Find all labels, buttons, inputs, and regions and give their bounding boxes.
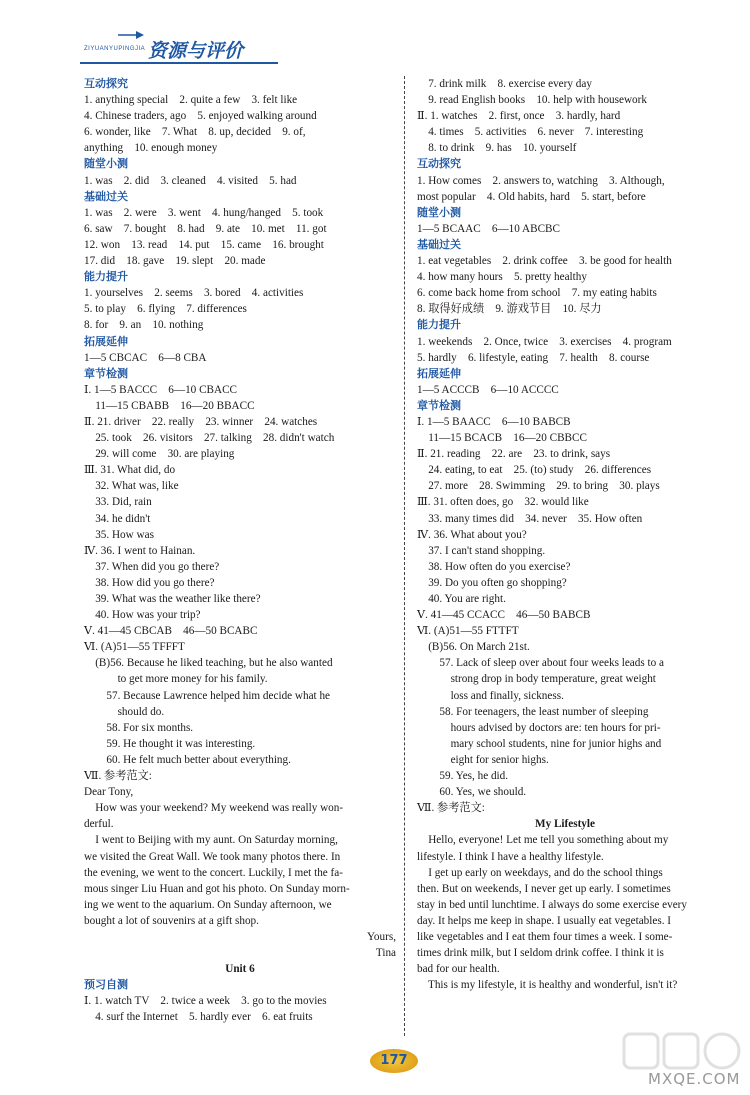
watermark-text: MXQE.COM (648, 1070, 741, 1088)
left-answer-line: 1. was 2. were 3. went 4. hung/hanged 5. took (84, 206, 324, 219)
left-answer-line: should do. (84, 705, 165, 718)
left-section-heading: 基础过关 (84, 189, 128, 203)
right-answer-line: Ⅱ. 1. watches 2. first, once 3. hardly, hard (417, 110, 621, 123)
left-answer-line: Dear Tony, (84, 786, 134, 799)
header-arrow-icon (118, 30, 144, 40)
right-answer-line: 5. hardly 6. lifestyle, eating 7. health 8. course (417, 351, 650, 364)
left-answer-line: 39. What was the weather like there? (84, 593, 261, 605)
page-number: 177 (380, 1053, 408, 1068)
left-answer-line: mous singer Liu Huan and got his photo. On Sunday morn- (84, 882, 350, 895)
left-answer-line: bought a lot of souvenirs at a gift shop. (84, 914, 259, 927)
right-answer-line: 4. how many hours 5. pretty healthy (417, 271, 587, 284)
left-answer-line: 6. wonder, like 7. What 8. up, decided 9. of, (84, 126, 306, 139)
left-answer-line: Ⅲ. 31. What did, do (84, 464, 176, 477)
right-section-heading: 章节检测 (417, 398, 461, 412)
left-answer-line: Ⅰ. 1—5 BACCC 6—10 CBACC (84, 383, 237, 396)
left-answer-line: 33. Did, rain (84, 496, 152, 509)
header-pinyin: ZIYUANYUPINGJIA (84, 46, 146, 52)
left-answer-line: Ⅶ. 参考范文: (84, 770, 152, 783)
left-title: Unit 6 (225, 963, 255, 976)
left-answer-line: anything 10. enough money (84, 142, 218, 155)
left-answer-line: we visited the Great Wall. We took many photos there. In (84, 850, 341, 863)
right-answer-line: 33. many times did 34. never 35. How often (417, 512, 643, 525)
right-answer-line: 24. eating, to eat 25. (to) study 26. differences (417, 464, 652, 477)
left-section-heading: 随堂小测 (84, 157, 128, 171)
left-answer-line: 17. did 18. gave 19. slept 20. made (84, 255, 266, 268)
left-answer-line: Ⅴ. 41—45 CBCAB 46—50 BCABC (84, 625, 258, 638)
left-signature-line: Yours, (366, 930, 396, 943)
right-answer-line: Ⅵ. (A)51—55 FTTFT (417, 625, 519, 638)
left-answer-line: 4. surf the Internet 5. hardly ever 6. eat fruits (84, 1011, 313, 1024)
header-title: 资源与评价 (148, 40, 244, 62)
right-answer-line: 40. You are right. (417, 593, 506, 605)
right-answer-line: 37. I can't stand shopping. (417, 544, 546, 557)
right-answer-line: stay in bed until lunchtime. I always do some exercise every (417, 898, 687, 911)
right-answer-line: 6. come back home from school 7. my eating habits (417, 287, 657, 300)
left-answer-line: 60. He felt much better about everything. (84, 753, 291, 766)
left-section-heading: 能力提升 (84, 270, 128, 284)
right-answer-line: 1—5 ACCCB 6—10 ACCCC (417, 383, 559, 396)
left-answer-line: to get more money for his family. (84, 673, 268, 686)
right-column (417, 76, 713, 993)
right-answer-line: 11—15 BCACB 16—20 CBBCC (417, 432, 587, 445)
left-answer-line: 1. anything special 2. quite a few 3. felt like (84, 94, 298, 107)
left-answer-line: 8. for 9. an 10. nothing (84, 319, 204, 332)
right-answer-line: Ⅴ. 41—45 CCACC 46—50 BABCB (417, 609, 591, 622)
left-answer-line: 35. How was (84, 528, 154, 541)
right-answer-line: 58. For teenagers, the least number of sleeping (417, 705, 649, 718)
left-section-heading: 拓展延伸 (84, 334, 128, 348)
left-answer-line: derful. (84, 818, 114, 831)
right-answer-line: like vegetables and I eat them four times a week. I some- (417, 930, 673, 943)
left-answer-line: Ⅳ. 36. I went to Hainan. (84, 544, 196, 557)
left-column (84, 76, 396, 1026)
right-answer-line: 7. drink milk 8. exercise every day (417, 78, 592, 90)
right-section-heading: 基础过关 (417, 237, 461, 251)
right-answer-line: 60. Yes, we should. (417, 786, 527, 799)
right-answer-line: 59. Yes, he did. (417, 770, 509, 783)
left-answer-line: 32. What was, like (84, 480, 179, 493)
right-answer-line: 4. times 5. activities 6. never 7. interesting (417, 126, 644, 139)
column-divider (404, 76, 405, 1036)
right-answer-line: mary school students, nine for junior highs and (417, 737, 662, 750)
left-answer-line: 1. was 2. did 3. cleaned 4. visited 5. had (84, 174, 297, 187)
left-answer-line: 59. He thought it was interesting. (84, 737, 256, 750)
left-answer-line: 40. How was your trip? (84, 609, 201, 622)
right-answer-line: 27. more 28. Swimming 29. to bring 30. plays (417, 480, 660, 493)
left-answer-line: 57. Because Lawrence helped him decide what he (84, 689, 331, 702)
left-answer-line: 6. saw 7. bought 8. had 9. ate 10. met 11. got (84, 222, 327, 235)
right-answer-line: 1. weekends 2. Once, twice 3. exercises 4. program (417, 335, 672, 348)
right-answer-line: Ⅱ. 21. reading 22. are 23. to drink, says (417, 448, 611, 461)
left-section-heading: 预习自测 (84, 978, 128, 992)
left-answer-line: 12. won 13. read 14. put 15. came 16. brought (84, 238, 324, 251)
right-answer-line: bad for our health. (417, 963, 500, 976)
left-answer-line: 37. When did you go there? (84, 560, 220, 573)
left-answer-line: the evening, we went to the concert. Luckily, I met the fa- (84, 866, 343, 879)
right-answer-line: loss and finally, sickness. (417, 689, 564, 702)
right-answer-line: lifestyle. I think I have a healthy lifestyle. (417, 850, 604, 863)
right-answer-line: Ⅳ. 36. What about you? (417, 528, 527, 541)
right-answer-line: 1. eat vegetables 2. drink coffee 3. be good for health (417, 255, 672, 268)
right-answer-line: day. It helps me keep in shape. I usually eat vegetables. I (417, 914, 672, 927)
right-section-heading: 随堂小测 (417, 205, 461, 219)
right-answer-line: times drink milk, but I seldom drink coffee. I think it is (417, 947, 664, 960)
right-answer-line: Ⅰ. 1—5 BAACC 6—10 BABCB (417, 415, 571, 428)
left-answer-line: Ⅰ. 1. watch TV 2. twice a week 3. go to the movies (84, 995, 327, 1008)
right-answer-line: 38. How often do you exercise? (417, 560, 571, 573)
left-answer-line: Ⅱ. 21. driver 22. really 23. winner 24. watches (84, 415, 318, 428)
right-answer-line: This is my lifestyle, it is healthy and wonderful, isn't it? (417, 979, 678, 992)
right-section-heading: 能力提升 (417, 318, 461, 332)
left-answer-line: (B)56. Because he liked teaching, but he also wanted (84, 657, 333, 670)
right-answer-line: (B)56. On March 21st. (417, 641, 530, 654)
left-answer-line: 38. How did you go there? (84, 576, 215, 589)
left-answer-line: 58. For six months. (84, 721, 194, 734)
right-answer-line: Ⅲ. 31. often does, go 32. would like (417, 496, 589, 509)
right-answer-line: eight for senior highs. (417, 753, 549, 766)
right-section-heading: 互动探究 (417, 157, 461, 171)
right-answer-line: most popular 4. Old habits, hard 5. start, before (417, 190, 646, 203)
right-answer-line: 8. 取得好成绩 9. 游戏节目 10. 尽力 (417, 303, 602, 316)
left-answer-line: 34. he didn't (84, 512, 151, 525)
right-answer-line: hours advised by doctors are: ten hours for pri- (417, 721, 661, 734)
left-section-heading: 章节检测 (84, 366, 128, 380)
right-answer-line: 1—5 BCAAC 6—10 ABCBC (417, 222, 560, 235)
left-answer-line: 1. yourselves 2. seems 3. bored 4. activities (84, 287, 304, 300)
right-answer-line: 8. to drink 9. has 10. yourself (417, 142, 577, 155)
right-title: My Lifestyle (535, 818, 595, 831)
right-answer-line: I get up early on weekdays, and do the school things (417, 866, 663, 879)
left-answer-line: ing we went to the aquarium. On Sunday afternoon, we (84, 898, 332, 911)
left-answer-line: Ⅵ. (A)51—55 TFFFT (84, 641, 185, 654)
left-answer-line: 11—15 CBABB 16—20 BBACC (84, 399, 255, 412)
page-number-badge (370, 1049, 418, 1073)
right-answer-line: 57. Lack of sleep over about four weeks leads to a (417, 657, 664, 670)
left-answer-line: 5. to play 6. flying 7. differences (84, 303, 247, 316)
header-rule (80, 62, 278, 64)
right-answer-line: 39. Do you often go shopping? (417, 576, 567, 589)
left-answer-line: 4. Chinese traders, ago 5. enjoyed walking around (84, 110, 317, 123)
left-answer-line: 1—5 CBCAC 6—8 CBA (84, 351, 207, 364)
left-answer-line: 25. took 26. visitors 27. talking 28. didn't watch (84, 432, 335, 445)
left-signature-line: Tina (375, 947, 396, 960)
right-answer-line: 1. How comes 2. answers to, watching 3. Although, (417, 174, 665, 187)
left-answer-line: 29. will come 30. are playing (84, 448, 235, 461)
left-answer-line: How was your weekend? My weekend was really won- (84, 802, 344, 815)
right-answer-line: Hello, everyone! Let me tell you something about my (417, 834, 669, 847)
right-answer-line: Ⅶ. 参考范文: (417, 802, 485, 815)
left-section-heading: 互动探究 (84, 77, 128, 90)
right-section-heading: 拓展延伸 (417, 366, 461, 380)
right-answer-line: 9. read English books 10. help with housework (417, 94, 647, 107)
right-answer-line: then. But on weekends, I never get up early. I sometimes (417, 882, 671, 895)
right-answer-line: strong drop in body temperature, great weight (417, 673, 656, 686)
left-answer-line: I went to Beijing with my aunt. On Saturday morning, (84, 834, 338, 847)
